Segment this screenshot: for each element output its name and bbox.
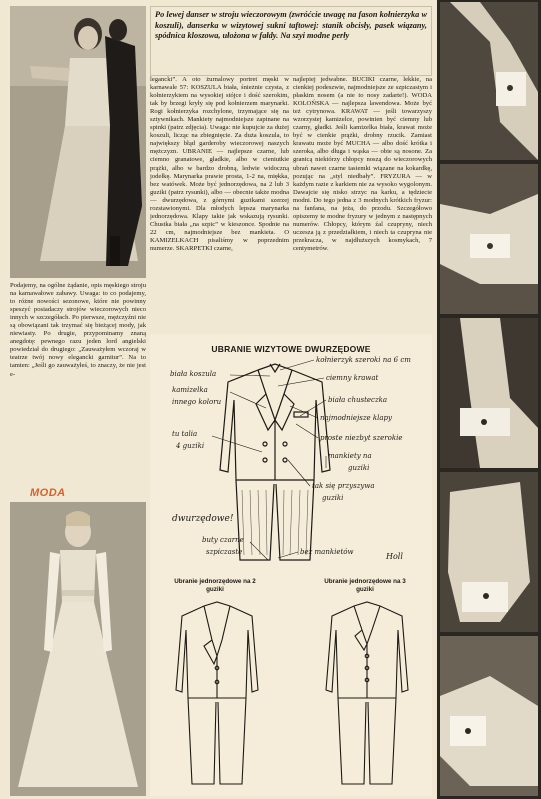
label-buttons: guziki	[348, 464, 370, 472]
label-cuffs: mankiety na	[328, 452, 372, 460]
cuff-photo-2	[440, 164, 538, 314]
article-column-2	[150, 76, 289, 328]
cuff-photo-strip	[437, 0, 541, 799]
label-pointed: szpiczaste	[206, 548, 243, 556]
woman-photo	[10, 502, 146, 796]
article-text-3: najlepiej jedwabne. BUCIKI czarne, lekkie, na cienkiej podeszwie, najmodniejsze ze szpiczastym i płaskim nosem (a nie to nosy zadarte!). WODA KOLOŃSKA — najlepsza lawendowa. Może być też cytrynowa. KRAWAT — jeśli towarzyszy wzorzystej kamizelce, powinien być ciemny lub czarny, gładki. Jeśli kamizelka biała, krawat może być w cienkie prążki, drobny rzucik. Zamiast krawatu może być MUCHA — albo dość krótka i szeroka, albo długa i wąska — obie są nosone. Za granicą niektórzy chłopcy noszą do wieczorowych ubrań nawet czarne tasiemki wiązane na kokardkę, pozując na „styl niedbały”. FRYZURA — w każdym razie z karkiem nie za wysoko wygolonym. Dawajcie się nisko strzyc na karku, a tędziecie modni. Do tego jedna z 3 modnych krótkich fryzur: na fanfana, na jeża, do przodu. Szczegółowo opiszemy te modne fryzury w jednym z następnych numerów. Chłopcy, którym źal czupryny, niech uczesza ją z przedziałkiem, i niech ta czupryna nie przekracza, w najdłuższych kosmykach, 7 centymetrów.	[293, 76, 432, 252]
photo-caption: Po lewej danser w stroju wieczorowym (zwróćcie uwagę na fason kołnierzyka w koszuli), danserka w wizytowej sukni taftowej: stanik obcisły, pasek wiązany, spódnica kloszowa, ułożona w fałdy. Na szyi modne perły	[150, 6, 432, 76]
label-other-color: innego koloru	[172, 398, 222, 406]
single-breasted-2-caption: Ubranie jednorzędowe na 2 guziki	[174, 578, 256, 593]
label-straight: proste niezbyt szerokie	[320, 434, 403, 442]
label-double-breasted: dwurzędowe!	[172, 514, 234, 524]
single-breasted-3-caption: Ubranie jednorzędowe na 3 guziki	[324, 578, 406, 593]
cuff-photo-5	[440, 636, 538, 796]
label-dark-tie: ciemny krawat	[326, 374, 379, 382]
label-white-shirt: biała koszula	[170, 370, 217, 378]
label-buttons-2: guziki	[322, 494, 344, 502]
label-4-buttons: 4 guziki	[176, 442, 205, 450]
article-text-1: Podajemy, na ogólne żądanie, opis męskiego stroju na karnawałowe zabawy. Uwaga: to co podajemy, to różne nowości sezonowe, które nie powinny speszyć posiadaczy strojów wieczorowych nieco innych w szczegółach. Po pierwsze, mężczyźni nie są obowiązani tak trzymać się bieżącej mody, jak niewiasty. Po drugie, przypominamy znaną anegdotę: pewnego razu jeden lord angielski powiedział do drugiego: „Zauważyłem wczoraj w teatrze twój nowy elegancki garnitur”. Na to tamten: „Jeśli go zauważyłeś, to znaczy, że nie jest e-	[10, 282, 146, 378]
label-collar: kołnierzyk szeroki na 6 cm	[316, 356, 411, 364]
label-waist: tu talia	[172, 430, 198, 438]
article-column-3	[293, 76, 432, 328]
label-sewn-on: tak się przyszywa	[312, 482, 375, 490]
cuff-photo-3	[440, 318, 538, 468]
cuff-photo-1	[440, 2, 538, 160]
label-black-shoes: buty czarne	[202, 536, 244, 544]
label-vest: kamizelka	[172, 386, 208, 394]
moda-logo: MODA	[30, 487, 66, 499]
diagram-pointer-lines	[150, 334, 432, 584]
suit-diagram	[150, 334, 432, 796]
label-lapels: najmodniejsze klapy	[320, 414, 392, 422]
article-column-1	[10, 282, 146, 468]
label-handkerchief: biała chusteczka	[328, 396, 388, 404]
suit-2-buttons-drawing	[172, 600, 262, 790]
suit-3-buttons-drawing	[322, 600, 412, 790]
couple-photo	[10, 6, 146, 278]
diagram-title: UBRANIE WIZYTOWE DWURZĘDOWE	[211, 344, 371, 354]
article-text-2: legancki”. A oto żurnalowy portret męski w karnawale 57: KOSZULA biała, śnieżnie czysta, z kołnierzykiem na wysokiej stójce i dość szerokim, tak by brzegi kryły się pod kołnierzem marynarki. Rogi kołnierzyka rozchylone, trzymające się na sztywnikach. Mankiety najmodniejsze zapinane na spinki (patrz zdjęcia). Uwaga: nie kupujcie za dużej koszuli, licząc na zbiegnięcie. Za duża koszula, to największy błąd garderoby wieczorowej naszych mężczyzn. UBRANIE — najlepsze czarne, lub ciemno granatowe, gładkie, albo w cieniutkie prążki, albo w bardzo drobną, ledwie widoczną jodełkę. Marynarka prawie prosta, 1-2 na, miękka, bez watówek. Może być jednorzędowa, na 2 lub 3 guziki (patrz rysunki), albo — obecnie także modna — dwurzędowa, z górnymi guzikami szerzej rozstawionymi. Dla młodych lepsza marynarka jednorzędowa. Klapy takie jak wskazują rysunki. Chustka biała „na szpic” w kieszonce. Spodnie na 22 cm, najmodniejsze bez mankieta. O KAMIZELKACH pisaliśmy w poprzednim numerze. SKARPETKI czarne,	[150, 76, 289, 252]
label-no-cuffs: bez mankietów	[300, 548, 354, 556]
artist-signature: Holl	[386, 552, 403, 561]
cuff-photo-4	[440, 472, 538, 632]
